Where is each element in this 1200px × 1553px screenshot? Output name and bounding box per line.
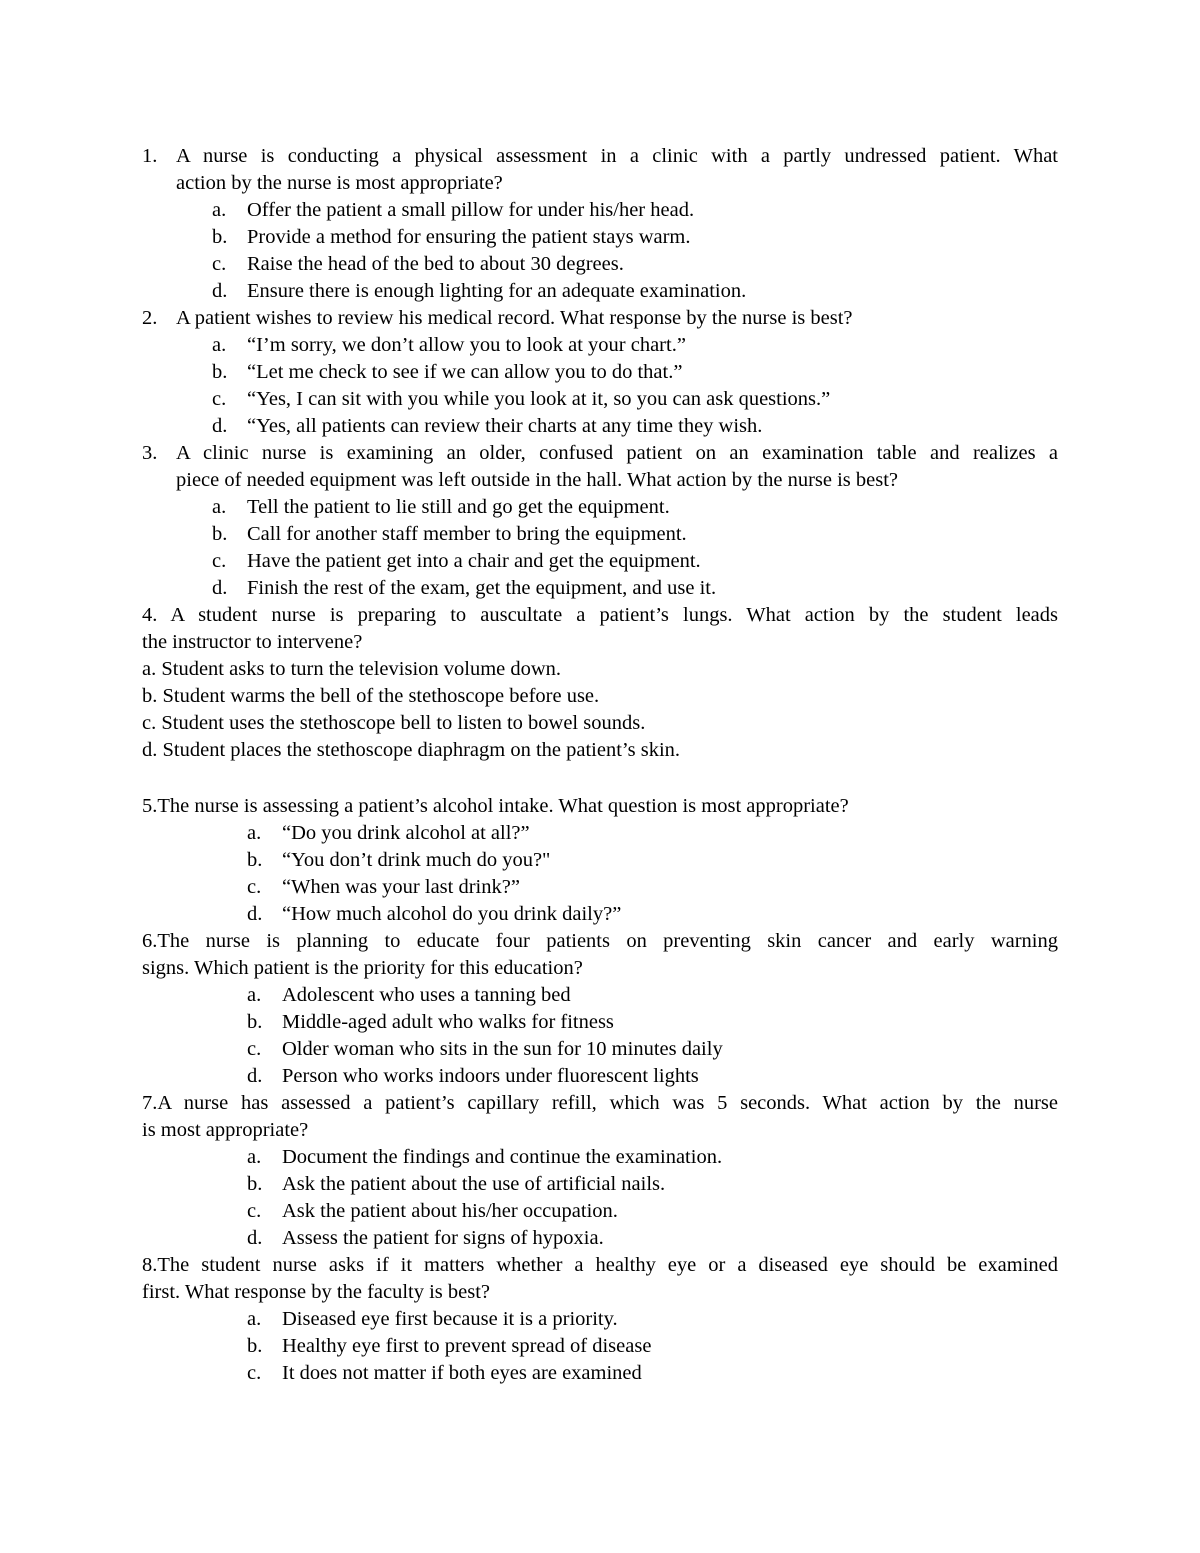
option-letter: d. bbox=[212, 415, 228, 437]
option-letter: b. bbox=[247, 849, 263, 871]
option-letter: b. bbox=[247, 1011, 263, 1033]
option-text: Older woman who sits in the sun for 10 minutes daily bbox=[282, 1038, 723, 1060]
option-text: Provide a method for ensuring the patient stays warm. bbox=[247, 226, 691, 248]
option-text: Middle-aged adult who walks for fitness bbox=[282, 1011, 614, 1033]
question-text: 8.The student nurse asks if it matters whether a healthy eye or a diseased eye should be examined bbox=[142, 1254, 1058, 1276]
option-letter: d. bbox=[247, 1227, 263, 1249]
option-letter: b. bbox=[212, 523, 228, 545]
option-text: Healthy eye first to prevent spread of disease bbox=[282, 1335, 652, 1357]
option-text: Person who works indoors under fluorescent lights bbox=[282, 1065, 699, 1087]
option-text: Raise the head of the bed to about 30 degrees. bbox=[247, 253, 624, 275]
option-letter: a. bbox=[247, 1146, 262, 1168]
option-text: Ask the patient about his/her occupation. bbox=[282, 1200, 618, 1222]
question-text: 7.A nurse has assessed a patient’s capillary refill, which was 5 seconds. What action by the nurse bbox=[142, 1092, 1058, 1114]
option-text: “Do you drink alcohol at all?” bbox=[282, 822, 530, 844]
question-text: action by the nurse is most appropriate? bbox=[176, 172, 503, 194]
option-letter: c. bbox=[247, 1362, 262, 1384]
option-letter: a. bbox=[212, 199, 227, 221]
option-text: “Let me check to see if we can allow you to do that.” bbox=[247, 361, 683, 383]
option-text: b. Student warms the bell of the stethoscope before use. bbox=[142, 685, 600, 707]
option-letter: c. bbox=[247, 1200, 262, 1222]
question-text: first. What response by the faculty is best? bbox=[142, 1281, 491, 1303]
option-text: “Yes, all patients can review their charts at any time they wish. bbox=[247, 415, 763, 437]
option-text: Diseased eye first because it is a priority. bbox=[282, 1308, 618, 1330]
question-text: 4. A student nurse is preparing to auscultate a patient’s lungs. What action by the student leads bbox=[142, 604, 1058, 626]
option-letter: d. bbox=[212, 280, 228, 302]
option-text: Call for another staff member to bring the equipment. bbox=[247, 523, 687, 545]
option-text: Finish the rest of the exam, get the equipment, and use it. bbox=[247, 577, 717, 599]
option-text: c. Student uses the stethoscope bell to listen to bowel sounds. bbox=[142, 712, 646, 734]
option-text: “Yes, I can sit with you while you look at it, so you can ask questions.” bbox=[247, 388, 831, 410]
option-letter: c. bbox=[212, 388, 227, 410]
option-text: Tell the patient to lie still and go get the equipment. bbox=[247, 496, 670, 518]
option-letter: d. bbox=[212, 577, 228, 599]
option-text: Have the patient get into a chair and get the equipment. bbox=[247, 550, 701, 572]
question-text: 6.The nurse is planning to educate four patients on preventing skin cancer and early warning bbox=[142, 930, 1058, 952]
option-text: Ask the patient about the use of artificial nails. bbox=[282, 1173, 666, 1195]
option-letter: b. bbox=[247, 1173, 263, 1195]
option-text: d. Student places the stethoscope diaphragm on the patient’s skin. bbox=[142, 739, 681, 761]
question-text: is most appropriate? bbox=[142, 1119, 309, 1141]
option-letter: c. bbox=[212, 253, 227, 275]
question-number: 1. bbox=[142, 145, 158, 167]
option-letter: a. bbox=[212, 334, 227, 356]
question-text: A clinic nurse is examining an older, confused patient on an examination table and realizes a bbox=[176, 442, 1058, 464]
option-letter: a. bbox=[212, 496, 227, 518]
option-letter: b. bbox=[212, 226, 228, 248]
option-text: Assess the patient for signs of hypoxia. bbox=[282, 1227, 604, 1249]
option-letter: a. bbox=[247, 1308, 262, 1330]
option-letter: d. bbox=[247, 1065, 263, 1087]
option-text: It does not matter if both eyes are examined bbox=[282, 1362, 642, 1384]
question-text: A patient wishes to review his medical record. What response by the nurse is best? bbox=[176, 307, 853, 329]
question-text: the instructor to intervene? bbox=[142, 631, 363, 653]
question-text: A nurse is conducting a physical assessment in a clinic with a partly undressed patient. What bbox=[176, 145, 1058, 167]
option-letter: c. bbox=[247, 1038, 262, 1060]
option-letter: a. bbox=[247, 822, 262, 844]
option-letter: b. bbox=[212, 361, 228, 383]
option-text: Offer the patient a small pillow for under his/her head. bbox=[247, 199, 695, 221]
option-text: a. Student asks to turn the television volume down. bbox=[142, 658, 562, 680]
question-text: signs. Which patient is the priority for this education? bbox=[142, 957, 583, 979]
option-text: Document the findings and continue the examination. bbox=[282, 1146, 723, 1168]
option-text: “When was your last drink?” bbox=[282, 876, 520, 898]
question-text: 5.The nurse is assessing a patient’s alcohol intake. What question is most appropriate? bbox=[142, 795, 849, 817]
option-text: Adolescent who uses a tanning bed bbox=[282, 984, 571, 1006]
option-text: “I’m sorry, we don’t allow you to look at your chart.” bbox=[247, 334, 686, 356]
option-letter: d. bbox=[247, 903, 263, 925]
option-letter: c. bbox=[212, 550, 227, 572]
question-text: piece of needed equipment was left outside in the hall. What action by the nurse is best? bbox=[176, 469, 899, 491]
option-text: “You don’t drink much do you?" bbox=[282, 849, 551, 871]
question-number: 3. bbox=[142, 442, 158, 464]
option-text: Ensure there is enough lighting for an adequate examination. bbox=[247, 280, 747, 302]
option-letter: c. bbox=[247, 876, 262, 898]
option-letter: b. bbox=[247, 1335, 263, 1357]
option-text: “How much alcohol do you drink daily?” bbox=[282, 903, 622, 925]
question-number: 2. bbox=[142, 307, 158, 329]
option-letter: a. bbox=[247, 984, 262, 1006]
